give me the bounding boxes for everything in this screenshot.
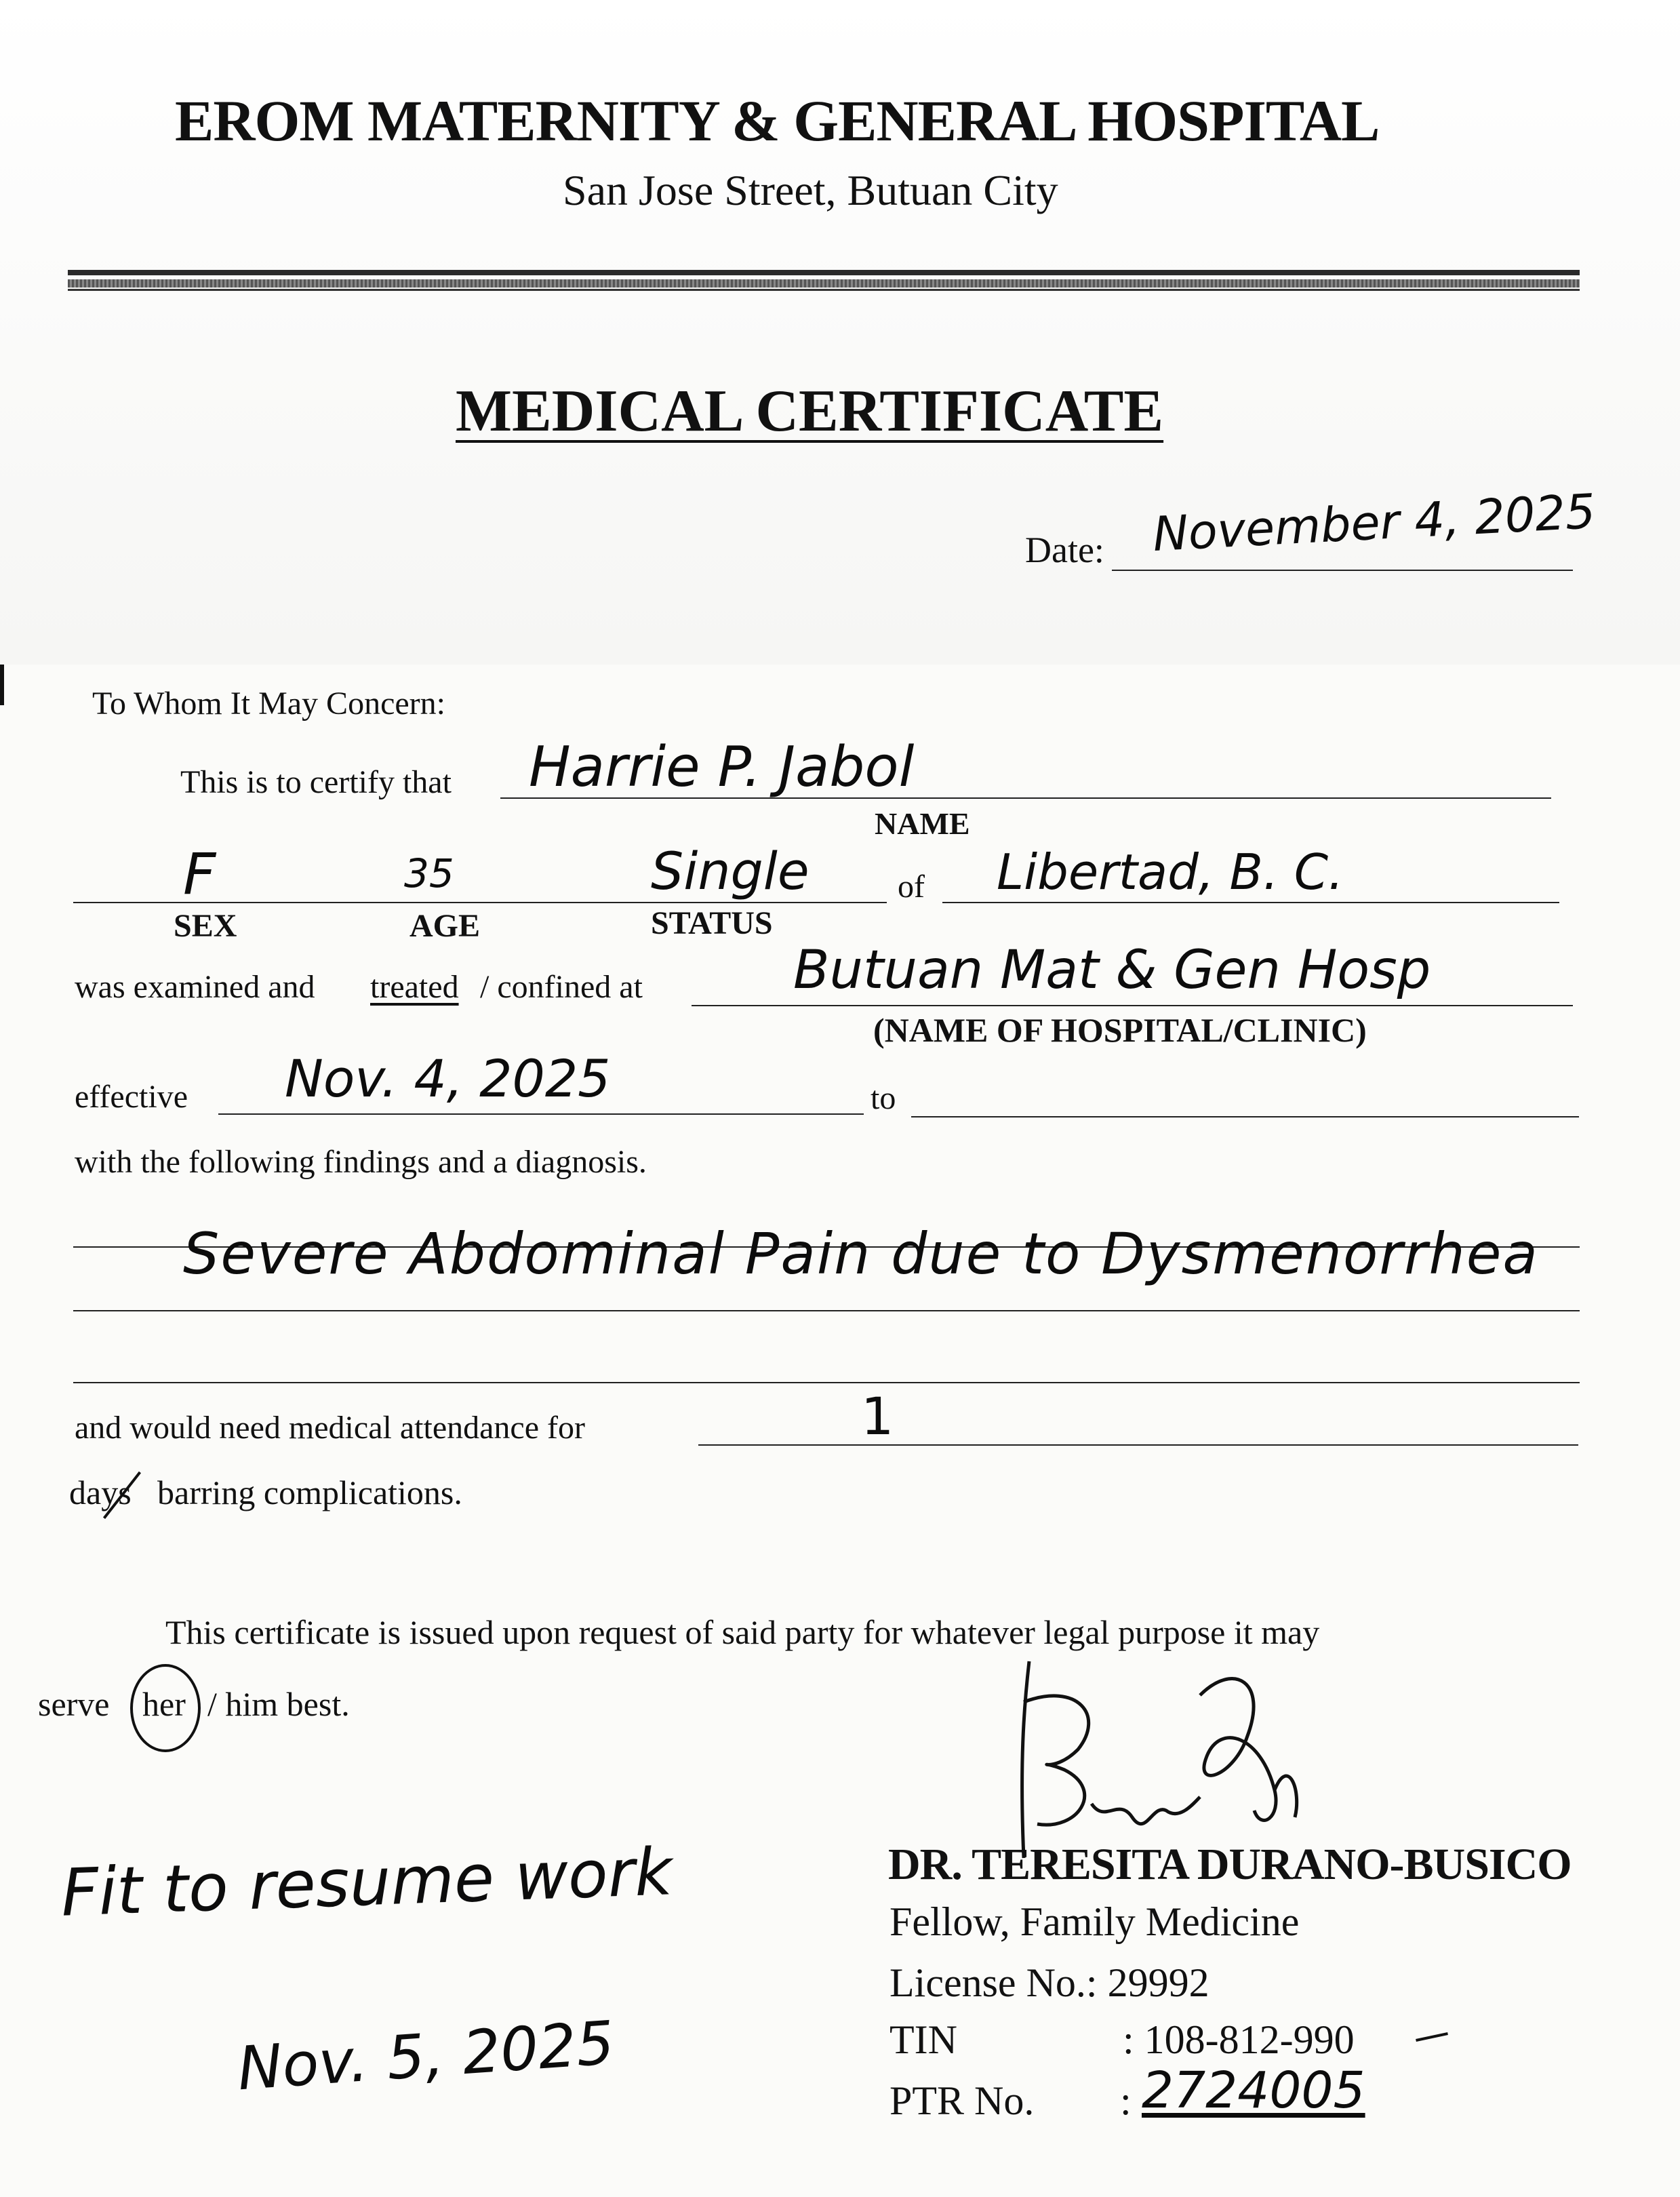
date-value: November 4, 2025 (1151, 483, 1597, 563)
hospital-line (692, 1005, 1573, 1006)
hospital-address: San Jose Street, Butuan City (563, 166, 1058, 214)
tin-label: TIN (889, 2017, 957, 2062)
status-caption: STATUS (651, 905, 773, 941)
barring-text: barring complications. (157, 1473, 462, 1511)
tin-value: : 108-812-990 (1123, 2017, 1355, 2062)
her-text: her (142, 1685, 186, 1723)
certificate-title: MEDICAL CERTIFICATE (456, 378, 1164, 444)
effective-label: effective (75, 1079, 188, 1115)
sex-value: F (183, 841, 216, 907)
header-divider-bottom (68, 289, 1580, 291)
paper-edge-mark (0, 665, 4, 705)
fit-to-work-date: Nov. 5, 2025 (235, 2007, 617, 2104)
to-label: to (871, 1080, 896, 1116)
diagnosis-value: Severe Abdominal Pain due to Dysmenorrhea (183, 1221, 1539, 1287)
doctor-specialty: Fellow, Family Medicine (889, 1899, 1300, 1944)
of-label: of (898, 869, 925, 905)
status-value: Single (651, 841, 809, 901)
doctor-license: License No.: 29992 (889, 1960, 1209, 2005)
age-value: 35 (404, 850, 454, 896)
hospital-name: EROM MATERNITY & GENERAL HOSPITAL (175, 88, 1380, 153)
hospital-caption: (NAME OF HOSPITAL/CLINIC) (873, 1011, 1367, 1049)
diagnosis-line-3 (73, 1382, 1580, 1383)
ptr-number: 2724005 (1142, 2061, 1365, 2120)
examined-text: was examined and (75, 969, 315, 1005)
effective-from-value: Nov. 4, 2025 (285, 1048, 611, 1109)
doctor-name: DR. TERESITA DURANO-BUSICO (888, 1840, 1572, 1889)
header-divider (68, 270, 1580, 275)
tin-dash-mark (1416, 2032, 1448, 2042)
fit-to-work-note: Fit to resume work (60, 1834, 674, 1931)
attendance-days-value: 1 (861, 1386, 894, 1446)
address-line (942, 902, 1559, 903)
salutation: To Whom It May Concern: (92, 686, 445, 721)
effective-to-line (911, 1116, 1579, 1117)
days-text: days (69, 1473, 132, 1511)
patient-name: Harrie P. Jabol (529, 735, 915, 799)
serve-text: serve (38, 1685, 110, 1723)
findings-intro: with the following findings and a diagnosis. (75, 1144, 647, 1180)
treated-at-hospital: Butuan Mat & Gen Hosp (793, 940, 1431, 1001)
date-line (1112, 570, 1573, 571)
confined-text: / confined at (480, 969, 643, 1005)
diagnosis-line-2 (73, 1310, 1580, 1311)
header-divider-thin (68, 279, 1580, 288)
effective-from-line (218, 1113, 864, 1115)
treated-text: treated (370, 969, 459, 1005)
ptr-label: PTR No. (889, 2078, 1035, 2123)
attendance-line (698, 1444, 1578, 1446)
purpose-line-1: This certificate is issued upon request of said party for whatever legal purpose it may (165, 1613, 1320, 1651)
age-caption: AGE (409, 908, 481, 944)
address-value: Libertad, B. C. (997, 844, 1344, 900)
him-best-text: / him best. (207, 1685, 350, 1723)
sex-caption: SEX (174, 908, 237, 944)
her-circle-mark (130, 1664, 201, 1752)
date-label: Date: (1025, 530, 1104, 570)
certify-label: This is to certify that (180, 764, 452, 800)
attendance-label: and would need medical attendance for (75, 1410, 585, 1446)
name-caption: NAME (875, 806, 970, 841)
ptr-colon: : (1120, 2078, 1132, 2123)
